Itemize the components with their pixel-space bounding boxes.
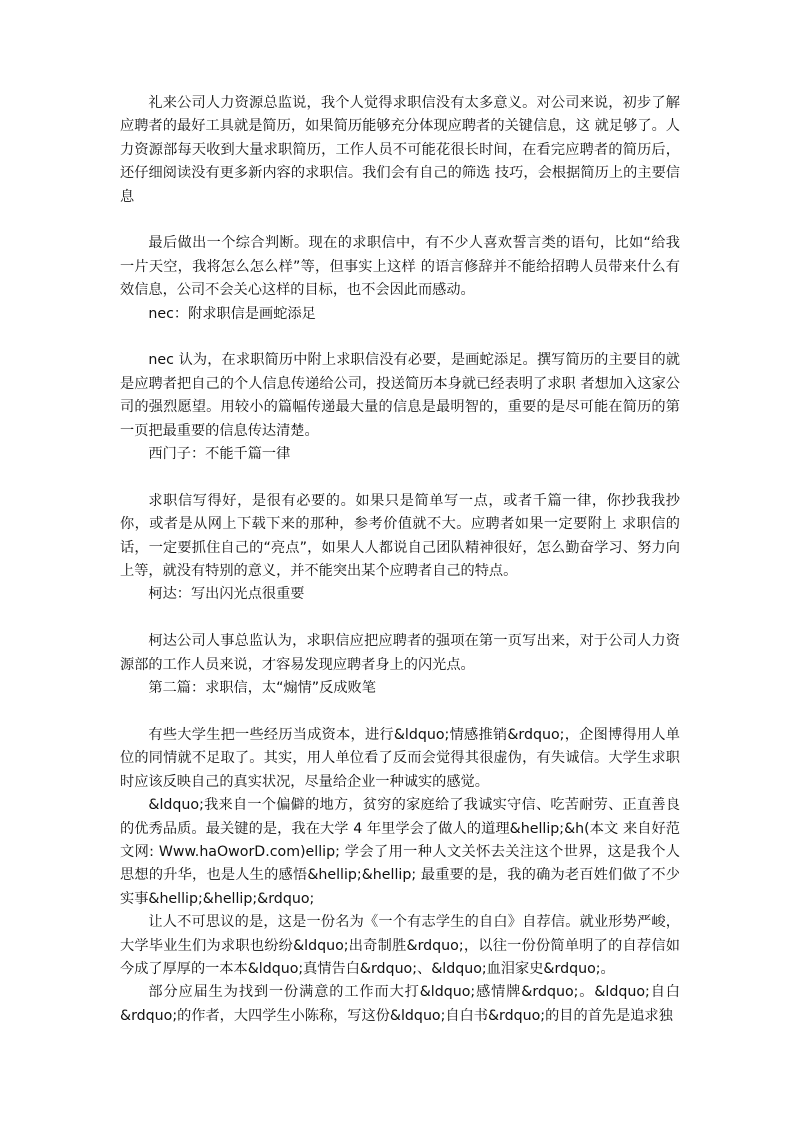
paragraph-gap [120,326,680,349]
section-heading-part-two: 第二篇：求职信，太“煽情”反成败笔 [148,680,376,697]
document-body [120,92,680,1028]
section-heading-siemens: 西门子：不能千篇一律 [148,446,291,463]
paragraph-gap [120,209,680,232]
paragraph-part-two-1: 有些大学生把一些经历当成资本，进行&ldquo;情感推销&rdquo;，企图博得用人单位的同情就不足取了。其实，用人单位看了反而会觉得其很虚伪，有失诚信。大学生求职时应该反映自己的真实状况，尽量给企业一种诚实的感觉。 [120,726,680,790]
paragraph-1: 礼来公司人力资源总监说，我个人觉得求职信没有太多意义。对公司来说，初步了解应聘者的最好工具就是简历，如果简历能够充分体现应聘者的关键信息，这 就足够了。人力资源部每天收到大量求职简历，工作人员不可能花很长时间，在看完应聘者的简历后，还仔细阅读没有更多新内容的求职信。我们会有自己的筛选 技巧，会根据简历上的主要信息 [120,95,680,205]
section-heading-nec: nec：附求职信是画蛇添足 [148,305,316,322]
paragraph-part-two-2: &ldquo;我来自一个偏僻的地方，贫穷的家庭给了我诚实守信、吃苦耐劳、正直善良的优秀品质。最关键的是，我在大学 4 年里学会了做人的道理&hellip;&h(本文 来自好范文网: Www.haOworD.com)ellip; 学会了用一种人文关怀去关注这个世界，这是我个人思想的升华，也是人生的感悟&hellip;&hellip; 最重要的是，我的确为老百姓们做了不少实事&hellip;&hellip;&rdquo; [120,797,680,907]
paragraph-gap [120,466,680,489]
paragraph-part-two-4: 部分应届生为找到一份满意的工作而大打&ldquo;感情牌&rdquo;。&ldquo;自白&rdquo;的作者，大四学生小陈称，写这份&ldquo;自白书&rdquo;的目的首先是追求独 [120,984,680,1024]
paragraph-2: 最后做出一个综合判断。现在的求职信中，有不少人喜欢誓言类的语句，比如“给我一片天空，我将怎么怎么样”等，但事实上这样 的语言修辞并不能给招聘人员带来什么有效信息，公司不会关心这样的目标，也不会因此而感动。 [120,235,680,299]
paragraph-gap [120,701,680,724]
paragraph-nec: nec 认为，在求职简历中附上求职信没有必要，是画蛇添足。撰写简历的主要目的就是应聘者把自己的个人信息传递给公司，投送简历本身就已经表明了求职 者想加入这家公司的强烈愿望。用较小的篇幅传递最大量的信息是最明智的，重要的是尽可能在简历的第一页把最重要的信息传达清楚。 [120,352,680,439]
paragraph-gap [120,607,680,630]
paragraph-kodak: 柯达公司人事总监认为，求职信应把应聘者的强项在第一页写出来，对于公司人力资源部的工作人员来说，才容易发现应聘者身上的闪光点。 [120,633,680,673]
section-heading-kodak: 柯达：写出闪光点很重要 [148,586,305,603]
paragraph-siemens: 求职信写得好，是很有必要的。如果只是简单写一点，或者千篇一律，你抄我我抄你，或者是从网上下载下来的那种，参考价值就不大。应聘者如果一定要附上 求职信的话，一定要抓住自己的“亮点”，如果人人都说自己团队精神很好，怎么勤奋学习、努力向上等，就没有特别的意义，并不能突出某个应聘者自己的特点。 [120,492,680,580]
paragraph-part-two-3: 让人不可思议的是，这是一份名为《一个有志学生的自白》自荐信。就业形势严峻，大学毕业生们为求职也纷纷&ldquo;出奇制胜&rdquo;，以往一份份简单明了的自荐信如今成了厚厚的一本本&ldquo;真情告白&rdquo;、&ldquo;血泪家史&rdquo;。 [120,914,680,977]
